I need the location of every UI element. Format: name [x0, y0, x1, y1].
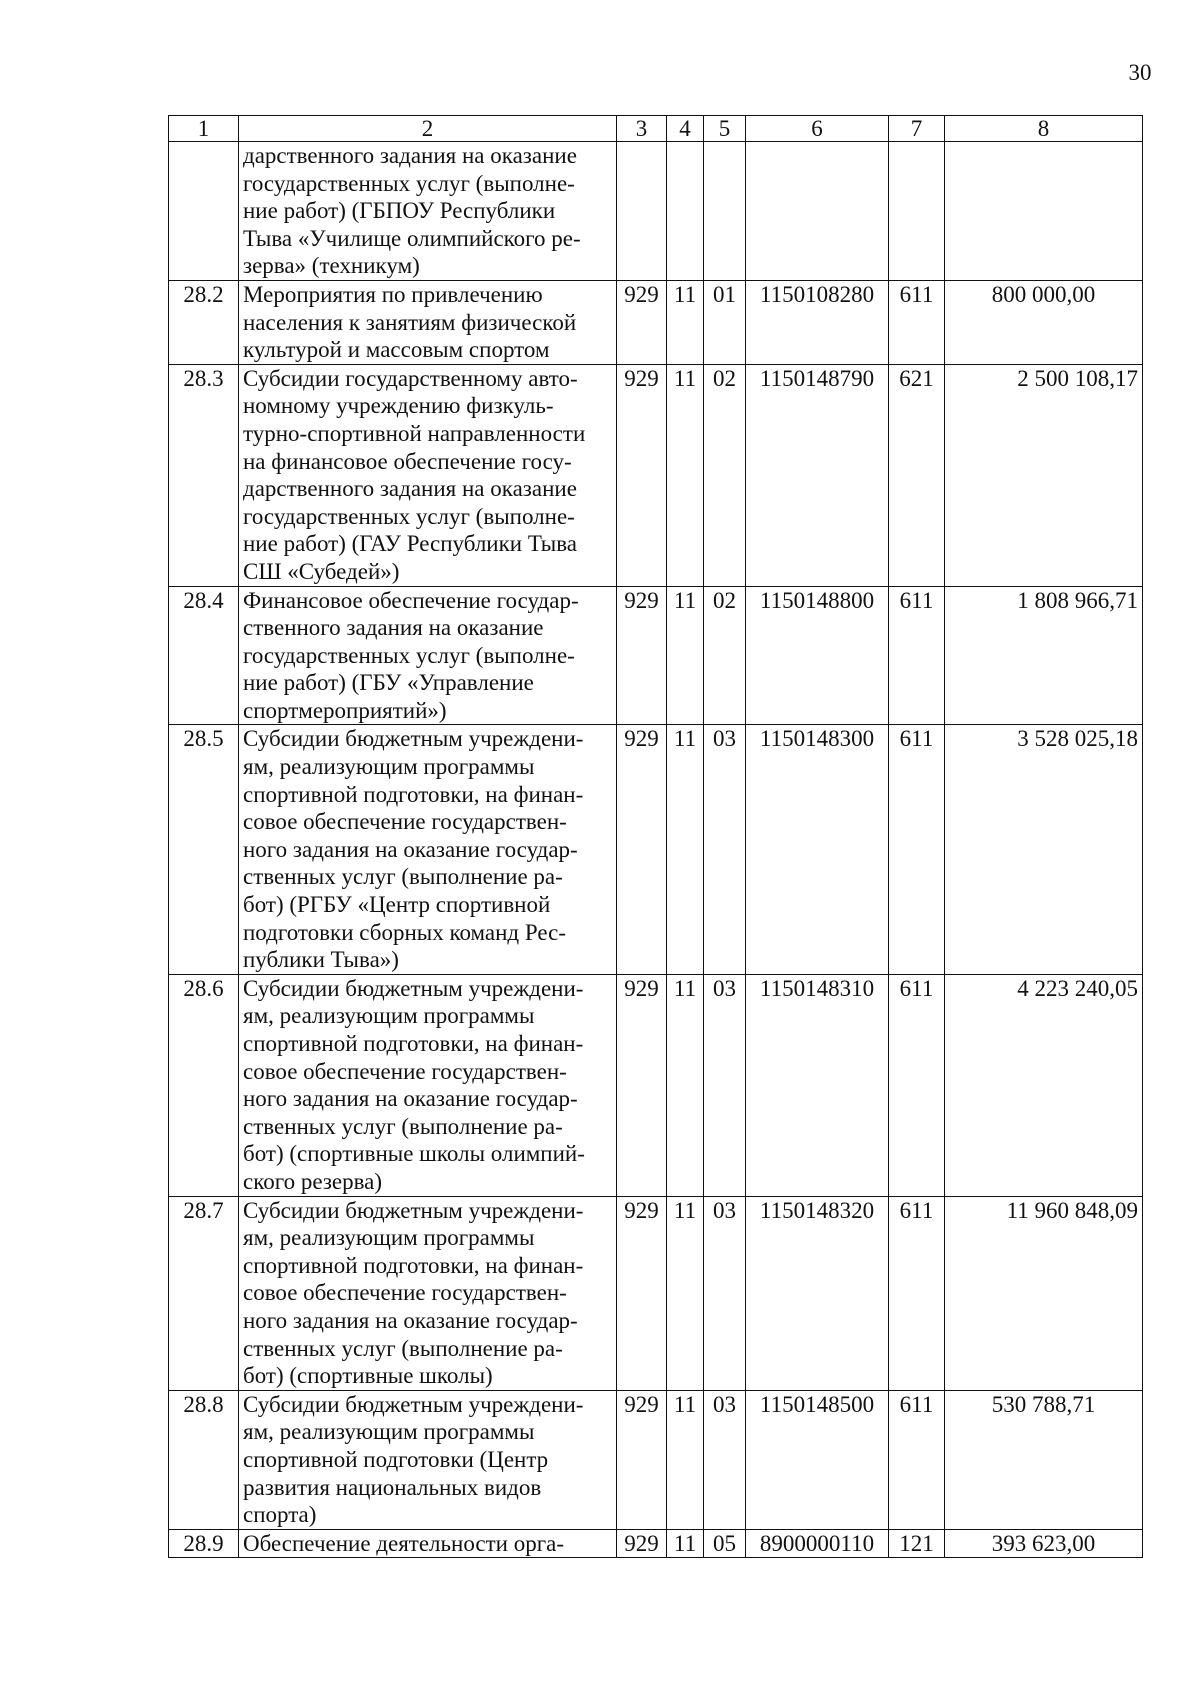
description-line: номному учреждению физкуль-: [243, 393, 554, 419]
description-line: совое обеспечение государствен-: [243, 1058, 567, 1084]
description-line: спортивной подготовки, на финан-: [243, 1031, 584, 1056]
cell-description: [239, 974, 617, 1196]
column-header-3: 3: [617, 116, 667, 142]
description-line: ного задания на оказание государ-: [243, 836, 578, 862]
cell-item-number: [169, 142, 239, 281]
cell-section: 11: [667, 364, 704, 586]
cell-expense-type: 611: [889, 725, 945, 974]
description-line: Мероприятия по привлечению: [243, 281, 543, 307]
cell-ministry-code: 929: [617, 586, 667, 725]
cell-section: 11: [667, 1390, 704, 1529]
table-row: [169, 586, 1143, 725]
cell-expense-type: 621: [889, 364, 945, 586]
description-line: ям, реализующим программы: [243, 754, 535, 780]
cell-amount: 2 500 108,17: [945, 364, 1143, 586]
cell-item-number: 28.5: [169, 725, 239, 974]
cell-description: [239, 1390, 617, 1529]
description-line: Субсидии государственному авто-: [243, 365, 578, 391]
cell-ministry-code: 929: [617, 1196, 667, 1390]
cell-target-article: 1150148800: [746, 586, 889, 725]
cell-subsection: 02: [704, 586, 746, 725]
cell-target-article: 1150148320: [746, 1196, 889, 1390]
cell-expense-type: 121: [889, 1529, 945, 1558]
cell-description: [239, 364, 617, 586]
description-line: ям, реализующим программы: [243, 1225, 535, 1251]
table-body: [169, 142, 1143, 1558]
cell-expense-type: 611: [889, 586, 945, 725]
description-line: подготовки сборных команд Рес-: [243, 919, 567, 945]
description-line: дарственного задания на оказание: [243, 143, 577, 168]
column-header-4: 4: [667, 116, 704, 142]
description-line: Финансовое обеспечение государ-: [243, 587, 579, 613]
description-line: Субсидии бюджетным учреждени-: [243, 726, 584, 752]
description-line: спортивной подготовки, на финан-: [243, 1252, 584, 1278]
cell-expense-type: [889, 142, 945, 281]
description-line: публики Тыва»): [243, 947, 399, 973]
description-line: ям, реализующим программы: [243, 1003, 535, 1029]
description-line: совое обеспечение государствен-: [243, 1280, 567, 1306]
cell-amount: 1 808 966,71: [945, 586, 1143, 725]
cell-section: 11: [667, 280, 704, 364]
cell-ministry-code: 929: [617, 280, 667, 364]
cell-subsection: 05: [704, 1529, 746, 1558]
cell-section: 11: [667, 1196, 704, 1390]
description-line: населения к занятиям физической: [243, 309, 577, 335]
table-row: [169, 725, 1143, 974]
description-line: бот) (спортивные школы олимпий-: [243, 1141, 585, 1167]
table-row: [169, 142, 1143, 281]
table-row: [169, 1529, 1143, 1558]
column-header-5: 5: [704, 116, 746, 142]
table-header: [169, 116, 1143, 142]
description-line: ного задания на оказание государ-: [243, 1086, 578, 1112]
cell-ministry-code: [617, 142, 667, 281]
table-row: [169, 974, 1143, 1196]
cell-expense-type: 611: [889, 280, 945, 364]
cell-target-article: 8900000110: [746, 1529, 889, 1558]
cell-amount: 530 788,71: [945, 1390, 1143, 1529]
cell-amount: 3 528 025,18: [945, 725, 1143, 974]
description-line: ние работ) (ГАУ Республики Тыва: [243, 531, 577, 557]
description-line: ного задания на оказание государ-: [243, 1307, 578, 1333]
cell-item-number: 28.2: [169, 280, 239, 364]
description-line: ственных услуг (выполнение ра-: [243, 1335, 563, 1361]
column-header-7: 7: [889, 116, 945, 142]
cell-expense-type: 611: [889, 1196, 945, 1390]
cell-amount: 800 000,00: [945, 280, 1143, 364]
description-line: зерва» (техникум): [243, 253, 420, 279]
cell-ministry-code: 929: [617, 1390, 667, 1529]
cell-ministry-code: 929: [617, 1529, 667, 1558]
description-line: ского резерва): [243, 1168, 383, 1194]
table-row: [169, 1390, 1143, 1529]
description-line: развития национальных видов: [243, 1474, 542, 1500]
description-line: Субсидии бюджетным учреждени-: [243, 975, 584, 1001]
description-line: бот) (спортивные школы): [243, 1363, 493, 1389]
cell-section: 11: [667, 586, 704, 725]
cell-subsection: 03: [704, 1390, 746, 1529]
budget-table: [168, 115, 1143, 1558]
description-line: ние работ) (ГБУ «Управление: [243, 670, 534, 696]
cell-amount: 11 960 848,09: [945, 1196, 1143, 1390]
description-line: ние работ) (ГБПОУ Республики: [243, 198, 556, 224]
cell-ministry-code: 929: [617, 974, 667, 1196]
description-line: ственных услуг (выполнение ра-: [243, 1113, 563, 1139]
description-line: бот) (РГБУ «Центр спортивной: [243, 892, 551, 918]
cell-section: 11: [667, 725, 704, 974]
cell-target-article: 1150108280: [746, 280, 889, 364]
description-line: государственных услуг (выполне-: [243, 170, 575, 196]
cell-ministry-code: 929: [617, 364, 667, 586]
column-header-2: 2: [239, 116, 617, 142]
description-line: культурой и массовым спортом: [243, 337, 550, 363]
cell-description: [239, 280, 617, 364]
column-header-1: 1: [169, 116, 239, 142]
cell-target-article: [746, 142, 889, 281]
table-row: [169, 364, 1143, 586]
cell-description: [239, 725, 617, 974]
description-line: спортмероприятий»): [243, 697, 447, 723]
description-line: государственных услуг (выполне-: [243, 642, 575, 668]
description-line: дарственного задания на оказание: [243, 476, 577, 502]
cell-target-article: 1150148500: [746, 1390, 889, 1529]
cell-item-number: 28.7: [169, 1196, 239, 1390]
column-header-8: 8: [945, 116, 1143, 142]
cell-subsection: 03: [704, 1196, 746, 1390]
description-line: ственных услуг (выполнение ра-: [243, 864, 563, 890]
description-line: государственных услуг (выполне-: [243, 503, 575, 529]
cell-amount: [945, 142, 1143, 281]
cell-section: 11: [667, 974, 704, 1196]
description-line: спортивной подготовки, на финан-: [243, 781, 584, 807]
cell-subsection: 03: [704, 974, 746, 1196]
cell-target-article: 1150148300: [746, 725, 889, 974]
cell-amount: 393 623,00: [945, 1529, 1143, 1558]
description-line: Субсидии бюджетным учреждени-: [243, 1197, 584, 1223]
description-line: Субсидии бюджетным учреждени-: [243, 1391, 584, 1417]
cell-subsection: [704, 142, 746, 281]
description-line: на финансовое обеспечение госу-: [243, 448, 572, 474]
cell-item-number: 28.3: [169, 364, 239, 586]
description-line: спортивной подготовки (Центр: [243, 1446, 549, 1472]
cell-item-number: 28.6: [169, 974, 239, 1196]
description-line: Обеспечение деятельности орга-: [243, 1530, 565, 1556]
cell-subsection: 03: [704, 725, 746, 974]
cell-ministry-code: 929: [617, 725, 667, 974]
description-line: СШ «Субедей»): [243, 558, 400, 584]
header-row: [169, 116, 1143, 142]
cell-item-number: 28.9: [169, 1529, 239, 1558]
cell-section: [667, 142, 704, 281]
description-line: спорта): [243, 1502, 317, 1528]
description-line: ям, реализующим программы: [243, 1419, 535, 1445]
cell-expense-type: 611: [889, 1390, 945, 1529]
cell-target-article: 1150148310: [746, 974, 889, 1196]
page-number: 30: [1128, 60, 1152, 85]
description-line: ственного задания на оказание: [243, 615, 544, 641]
cell-description: [239, 142, 617, 281]
table-row: [169, 280, 1143, 364]
cell-description: [239, 1196, 617, 1390]
cell-item-number: 28.8: [169, 1390, 239, 1529]
description-line: турно-спортивной направленности: [243, 420, 586, 446]
cell-description: [239, 586, 617, 725]
cell-target-article: 1150148790: [746, 364, 889, 586]
column-header-6: 6: [746, 116, 889, 142]
description-line: совое обеспечение государствен-: [243, 809, 567, 835]
cell-expense-type: 611: [889, 974, 945, 1196]
cell-subsection: 02: [704, 364, 746, 586]
cell-description: [239, 1529, 617, 1558]
cell-section: 11: [667, 1529, 704, 1558]
description-line: Тыва «Училище олимпийского ре-: [243, 225, 581, 251]
cell-item-number: 28.4: [169, 586, 239, 725]
cell-amount: 4 223 240,05: [945, 974, 1143, 1196]
cell-subsection: 01: [704, 280, 746, 364]
table-row: [169, 1196, 1143, 1390]
